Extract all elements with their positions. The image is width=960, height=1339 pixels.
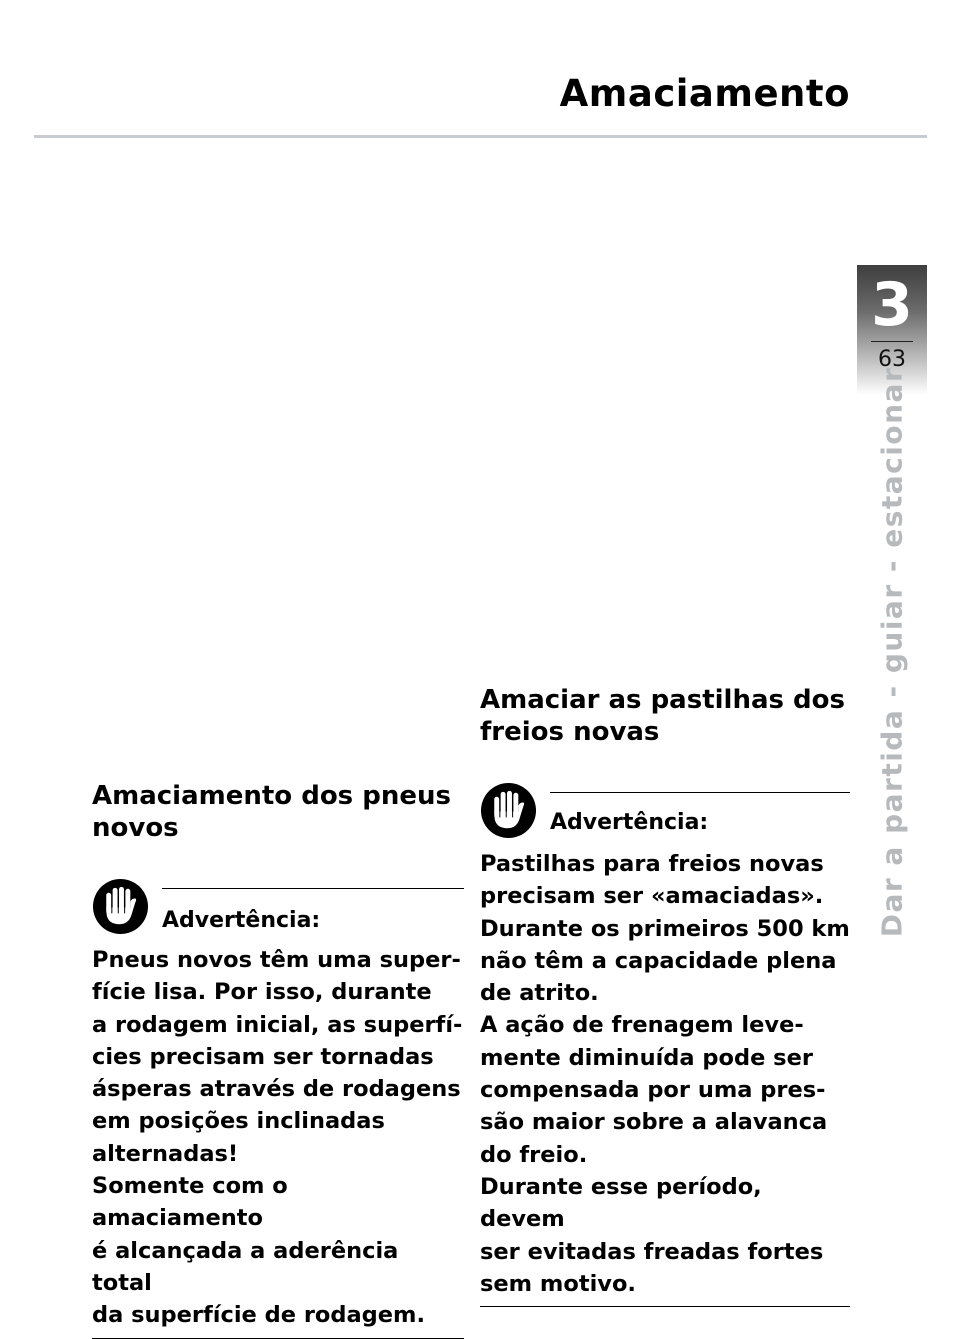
warning-header [92, 878, 464, 944]
warning-label: Advertência: [550, 810, 709, 835]
warning-rule [550, 792, 850, 793]
section-heading: Amaciar as pastilhas dos freios novas [480, 685, 845, 747]
warning-rule [162, 888, 464, 889]
stop-hand-icon [92, 878, 149, 935]
page-title: Amaciamento [559, 72, 850, 115]
chapter-side-title: Dar a partida - guiar - estacionar [875, 366, 909, 938]
section-bottom-rule [480, 1306, 850, 1307]
section-heading: Amaciamento dos pneus novos [92, 781, 451, 843]
warning-header [480, 782, 850, 848]
chapter-divider [871, 341, 913, 342]
warning-text: Pneus novos têm uma super- fície lisa. Por isso, durante a rodagem inicial, as superfí- cies precisam ser tornadas ásperas através de rodagens em posições inclinadas alternadas! Somente com o amaciamento é alcançada a aderência total da superfície de rodagem. [92, 947, 463, 1329]
warning-text: Pastilhas para freios novas precisam ser «amaciadas». Durante os primeiros 500 km não têm a capacidade plena de atrito. A ação de frenagem leve- mente diminuída pode ser compensada por uma pres- são maior sobre a alavanca do freio. Durante esse período, devem ser evitadas freadas fortes sem motivo. [480, 851, 850, 1297]
stop-hand-icon [480, 782, 537, 839]
header-rule [34, 135, 927, 138]
page-number: 63 [878, 347, 906, 372]
warning-label: Advertência: [162, 908, 321, 933]
chapter-number: 3 [871, 270, 913, 340]
section-brake-pads [480, 684, 850, 1307]
section-tires [92, 780, 464, 1339]
section-bottom-rule [92, 1338, 464, 1339]
